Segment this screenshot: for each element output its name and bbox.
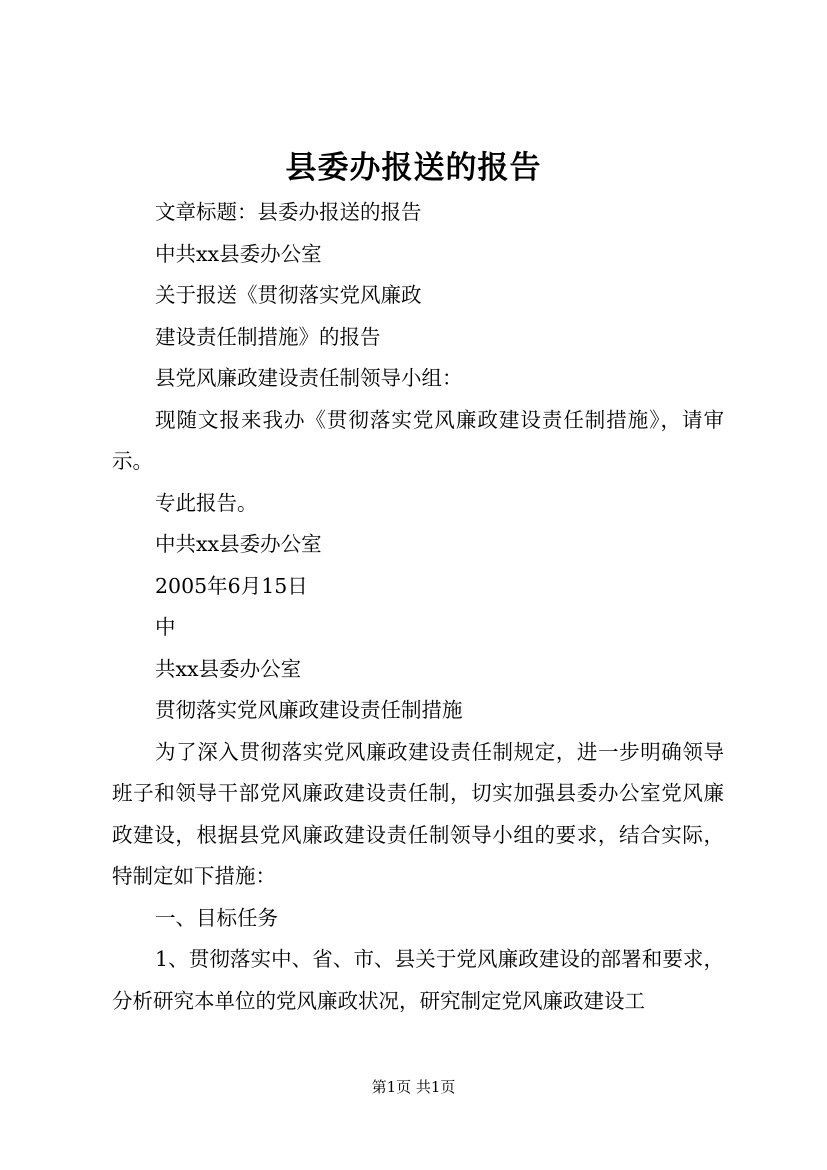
document-title: 县委办报送的报告	[285, 150, 542, 186]
paragraph-subject-line-2: 建设责任制措施》的报告	[155, 324, 381, 349]
paragraph-item-1: 1、贯彻落实中、省、市、县关于党风廉政建设的部署和要求，分析研究本单位的党风廉政状况，研究制定党风廉政建设工	[112, 947, 724, 1013]
paragraph-section-heading: 一、目标任务	[155, 905, 278, 930]
paragraph-article-title: 文章标题：县委办报送的报告	[155, 200, 422, 224]
paragraph-intro: 为了深入贯彻落实党风廉政建设责任制规定，进一步明确领导班子和领导干部党风廉政建设责任制，切实加强县委办公室党风廉政建设，根据县党风廉政建设责任制领导小组的要求，结合实际，特制定如下措施：	[112, 739, 724, 888]
paragraph-date: 2005年6月15日	[155, 573, 308, 598]
paragraph-signature: 中共xx县委办公室	[155, 532, 322, 556]
paragraph-fragment: 中	[155, 615, 176, 639]
paragraph-closing: 专此报告。	[155, 490, 258, 515]
paragraph-request: 现随文报来我办《贯彻落实党风廉政建设责任制措施》，请审示。	[112, 407, 724, 473]
paragraph-subject-line-1: 关于报送《贯彻落实党风廉政	[155, 283, 422, 307]
document-body	[112, 192, 724, 1022]
paragraph-sender: 中共xx县委办公室	[155, 241, 322, 266]
page-footer: 第1页 共1页	[371, 1078, 456, 1096]
paragraph-office: 共xx县委办公室	[155, 656, 302, 681]
paragraph-measures-title: 贯彻落实党风廉政建设责任制措施	[155, 698, 463, 722]
paragraph-recipient: 县党风廉政建设责任制领导小组：	[155, 366, 463, 390]
